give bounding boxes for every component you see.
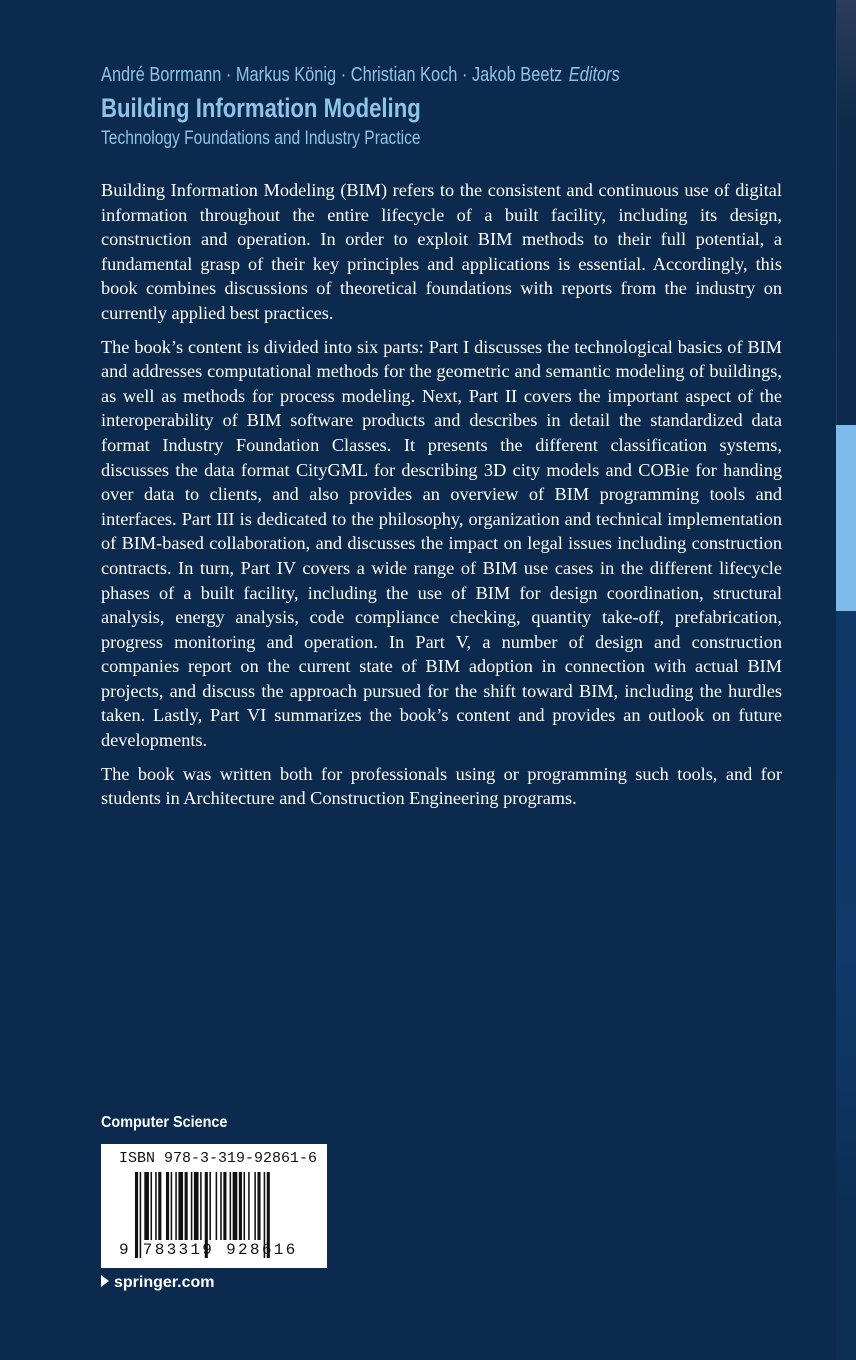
- barcode-bar: [216, 1172, 218, 1240]
- barcode-bar: [158, 1172, 161, 1240]
- editors-label: Editors: [568, 64, 620, 86]
- blurb-paragraph: The book was written both for professionals using or programming such tools, and for students in Architecture and Construction Engineering programs.: [101, 763, 782, 809]
- barcode-bar: [185, 1172, 188, 1240]
- barcode-bar: [223, 1172, 226, 1240]
- blurb-paragraph: Building Information Modeling (BIM) refers to the consistent and continuous use of digital information throughout the entire lifecycle of a built facility, including its design, construction and operation. In order to exploit BIM methods to their full potential, a fundamental grasp of their key principles and applications is essential. Accordingly, this book combines discussions of theoretical foundations with reports from the industry on currently applied best practices.: [101, 180, 782, 323]
- barcode-bar: [151, 1172, 153, 1240]
- barcode-bar: [220, 1172, 222, 1240]
- book-title: Building Information Modeling: [101, 93, 421, 123]
- spine-accent-band: [836, 425, 856, 611]
- barcode-bar: [166, 1172, 169, 1240]
- barcode-bar: [155, 1172, 157, 1240]
- isbn-text: ISBN 978-3-319-92861-6: [119, 1150, 318, 1167]
- barcode-bar: [194, 1172, 199, 1240]
- editors-line: [101, 64, 620, 87]
- publisher-link[interactable]: [101, 1274, 214, 1292]
- category-label: Computer Science: [101, 1114, 228, 1131]
- barcode-bar: [178, 1172, 183, 1240]
- barcode-bar: [175, 1172, 177, 1240]
- barcode-bar: [230, 1172, 232, 1240]
- barcode-bar: [144, 1172, 149, 1240]
- barcode-bar: [191, 1172, 193, 1240]
- barcode-bar: [244, 1172, 246, 1240]
- barcode-bar: [209, 1172, 211, 1240]
- barcode-bar: [171, 1172, 173, 1240]
- isbn-barcode-box: [101, 1144, 327, 1268]
- barcode-bar: [254, 1172, 256, 1240]
- blurb: [101, 178, 782, 820]
- blurb-paragraph: The book’s content is divided into six parts: Part I discusses the technological basics of BIM and addresses computational methods for the geometric and semantic modeling of buildings, as well as methods for process modeling. Next, Part II covers the important aspect of the interoperability of BIM software products and describes in detail the standardized data format Industry Foundation Classes. It presents the different classification systems, discusses the data format CityGML for describing 3D city models and COBie for handing over data to clients, and also provides an overview of BIM programming tools and interfaces. Part III is dedicated to the philosophy, organization and technical implementation of BIM-based collaboration, and discusses the impact on legal issues including construction contracts. In turn, Part IV covers a wide range of BIM use cases in the different lifecycle phases of a built facility, including the use of BIM for design coordination, structural analysis, energy analysis, code compliance checking, quantity take-off, prefabrication, progress monitoring and operation. In Part V, a number of design and construction companies report on the current state of BIM adoption in connection with actual BIM projects, and discuss the approach pursued for the shift toward BIM, including the hurdles taken. Lastly, Part VI summarizes the book’s content and provides an outlook on future developments.: [101, 336, 782, 751]
- barcode-digits: 9 783319 928616: [119, 1241, 298, 1259]
- barcode-bar: [248, 1172, 250, 1240]
- authors: André Borrmann · Markus König · Christian Koch · Jakob Beetz: [101, 64, 563, 86]
- barcode-bar: [239, 1172, 242, 1240]
- arrow-right-icon: [101, 1275, 109, 1287]
- publisher-website: springer.com: [114, 1274, 215, 1291]
- barcode-bar: [233, 1172, 238, 1240]
- spine-lower: [836, 611, 856, 1360]
- barcode-bar: [257, 1172, 260, 1240]
- book-subtitle: Technology Foundations and Industry Practice: [101, 128, 421, 149]
- barcode-bar: [200, 1172, 202, 1240]
